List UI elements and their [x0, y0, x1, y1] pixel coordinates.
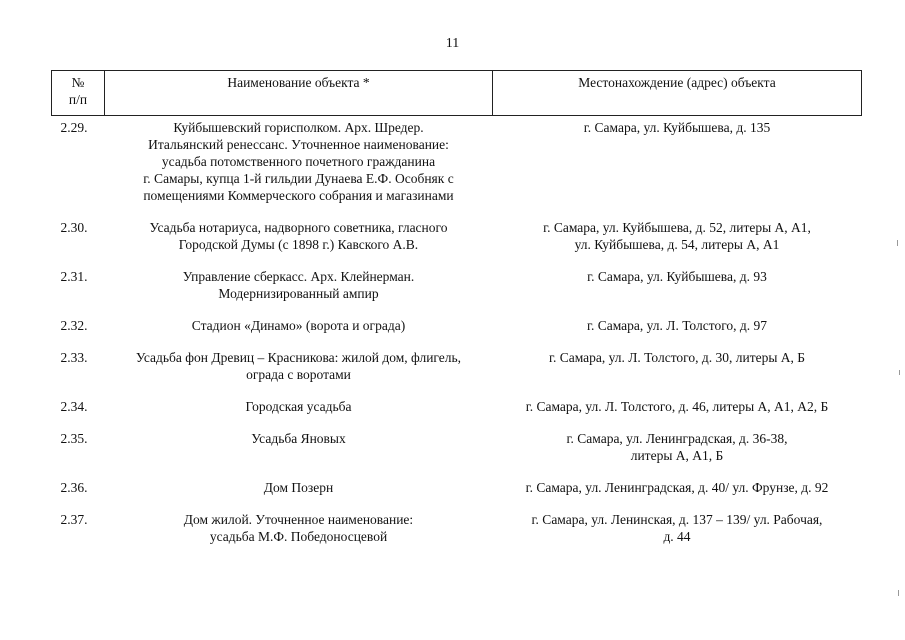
row-spacer: [52, 496, 862, 511]
row-number: 2.33.: [60, 350, 88, 365]
object-name-line: Дом жилой. Уточненное наименование:: [183, 512, 414, 527]
row-spacer: [52, 302, 862, 317]
row-number: 2.34.: [60, 399, 88, 414]
row-number: 2.37.: [60, 512, 88, 527]
row-number: 2.36.: [60, 480, 88, 495]
table-row: [52, 398, 862, 415]
object-address: [493, 268, 862, 302]
object-address: [493, 349, 862, 383]
object-name: [105, 349, 493, 383]
object-address: [493, 479, 862, 496]
object-address-line: г. Самара, ул. Л. Толстого, д. 97: [586, 318, 768, 333]
object-name: [105, 268, 493, 302]
table-row: [52, 430, 862, 464]
object-address-line: г. Самара, ул. Куйбышева, д. 52, литеры А, А1,: [543, 220, 811, 235]
object-name-line: Стадион «Динамо» (ворота и ограда): [191, 318, 406, 333]
table-row: [52, 116, 862, 205]
object-name: [105, 430, 493, 464]
header-number-line1: №: [71, 75, 85, 90]
header-number-line2: п/п: [68, 92, 88, 107]
header-name: Наименование объекта *: [105, 71, 493, 116]
table-row: [52, 349, 862, 383]
object-name-line: Городская усадьба: [245, 399, 352, 414]
page-number: 11: [445, 36, 460, 51]
object-name-line: Дом Позерн: [263, 480, 334, 495]
object-name-line: Модернизированный ампир: [218, 286, 379, 301]
object-address: [493, 219, 862, 253]
object-name: [105, 116, 493, 205]
row-number: 2.29.: [60, 120, 88, 135]
object-name-line: Усадьба фон Древиц – Красникова: жилой дом, флигель,: [135, 350, 462, 365]
scan-margin-mark: [898, 590, 899, 596]
object-address-line: г. Самара, ул. Куйбышева, д. 93: [587, 269, 767, 284]
table-row: [52, 479, 862, 496]
object-name-line: Усадьба нотариуса, надворного советника, гласного: [149, 220, 448, 235]
object-address-line: г. Самара, ул. Ленинградская, д. 40/ ул. Фрунзе, д. 92: [525, 480, 829, 495]
scan-margin-mark: [897, 240, 898, 246]
object-name: [105, 479, 493, 496]
table-row: [52, 268, 862, 302]
object-address-line: г. Самара, ул. Ленинская, д. 137 – 139/ ул. Рабочая,: [531, 512, 823, 527]
object-name-line: Итальянский ренессанс. Уточненное наименование:: [148, 137, 449, 152]
object-name-line: Управление сберкасс. Арх. Клейнерман.: [182, 269, 415, 284]
row-number: 2.31.: [60, 269, 88, 284]
object-name: [105, 398, 493, 415]
row-number: 2.30.: [60, 220, 88, 235]
object-address-line: г. Самара, ул. Л. Толстого, д. 46, литеры А, А1, А2, Б: [525, 399, 829, 414]
object-name: [105, 219, 493, 253]
table-row: [52, 219, 862, 253]
row-number: 2.32.: [60, 318, 88, 333]
object-name-line: Городской Думы (с 1898 г.) Кавского А.В.: [178, 237, 419, 252]
object-address-line: литеры А, А1, Б: [630, 448, 724, 463]
row-spacer: [52, 415, 862, 430]
object-address: [493, 511, 862, 545]
object-address: [493, 116, 862, 205]
object-address: [493, 430, 862, 464]
object-name-line: г. Самары, купца 1-й гильдии Дунаева Е.Ф. Особняк с: [143, 171, 454, 186]
header-number: [52, 71, 105, 116]
object-address-line: ул. Куйбышева, д. 54, литеры А, А1: [574, 237, 780, 252]
object-address-line: г. Самара, ул. Куйбышева, д. 135: [583, 120, 771, 135]
row-spacer: [52, 204, 862, 219]
object-name-line: Куйбышевский горисполком. Арх. Шредер.: [173, 120, 424, 135]
object-name-line: усадьба потомственного почетного гражданина: [161, 154, 436, 169]
row-spacer: [52, 334, 862, 349]
object-name: [105, 317, 493, 334]
object-name-line: помещениями Коммерческого собрания и магазинами: [143, 188, 454, 203]
object-name-line: ограда с воротами: [246, 367, 351, 382]
objects-table: [51, 70, 862, 545]
header-address: Местонахождение (адрес) объекта: [493, 71, 862, 116]
object-name: [105, 511, 493, 545]
object-address-line: г. Самара, ул. Ленинградская, д. 36-38,: [566, 431, 788, 446]
object-address: [493, 398, 862, 415]
row-number: 2.35.: [60, 431, 88, 446]
row-spacer: [52, 464, 862, 479]
scan-margin-mark: [899, 370, 900, 375]
object-address-line: г. Самара, ул. Л. Толстого, д. 30, литеры А, Б: [548, 350, 806, 365]
row-spacer: [52, 253, 862, 268]
table-body: [52, 116, 862, 546]
object-address-line: д. 44: [663, 529, 691, 544]
object-name-line: усадьба М.Ф. Победоносцевой: [209, 529, 388, 544]
object-name-line: Усадьба Яновых: [251, 431, 346, 446]
table-row: [52, 511, 862, 545]
table-row: [52, 317, 862, 334]
row-spacer: [52, 383, 862, 398]
table-header: [52, 71, 862, 116]
object-address: [493, 317, 862, 334]
